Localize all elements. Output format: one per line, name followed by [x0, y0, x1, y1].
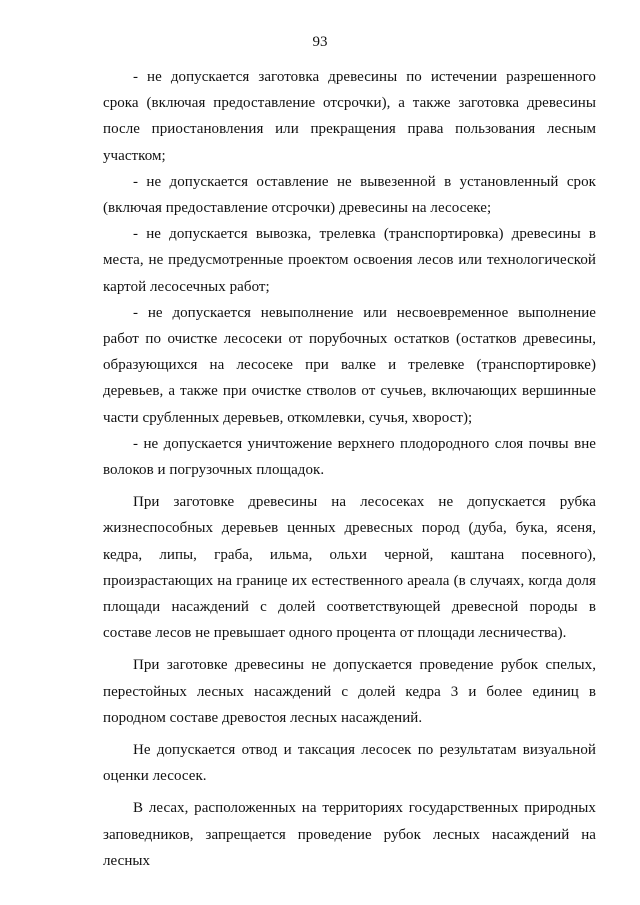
- paragraph-5: - не допускается уничтожение верхнего плодородного слоя почвы вне волоков и погрузочных площадок.: [103, 435, 596, 479]
- paragraph-2: - не допускается оставление не вывезенной в установленный срок (включая предоставление отсрочки) древесины на лесосеке;: [103, 173, 596, 217]
- paragraph-9: В лесах, расположенных на территориях государственных природных заповедников, запрещается проведение рубок лесных насаждений на лесных: [103, 800, 596, 869]
- paragraph-3: - не допускается вывозка, трелевка (транспортировка) древесины в места, не предусмотренные проектом освоения лесов или технологической картой лесосечных работ;: [103, 226, 596, 295]
- paragraph-8: Не допускается отвод и таксация лесосек по результатам визуальной оценки лесосек.: [103, 742, 596, 785]
- body-text: [103, 64, 596, 874]
- paragraph-7: При заготовке древесины не допускается проведение рубок спелых, перестойных лесных насаждений с долей кедра 3 и более единиц в породном составе древостоя лесных насаждений.: [103, 657, 596, 726]
- paragraph-6: При заготовке древесины на лесосеках не допускается рубка жизнеспособных деревьев ценных древесных пород (дуба, бука, ясеня, кедра, липы, граба, ильма, ольхи черной, каштана посевного), произрастающих на границе их естественного ареала (в случаях, когда доля площади насаждений с долей соответствующей древесной породы в составе лесов не превышает одного процента от площади лесничества).: [103, 494, 596, 642]
- page-number: 93: [312, 34, 328, 50]
- paragraph-4: - не допускается невыполнение или несвоевременное выполнение работ по очистке лесосеки от порубочных остатков (остатков древесины, образующихся на лесосеке при валке и трелевке (транспортировке) деревьев, а также при очистке стволов от сучьев, включающих вершинные части срубленных деревьев, откомлевки, сучья, хворост);: [103, 304, 596, 426]
- paragraph-1: - не допускается заготовка древесины по истечении разрешенного срока (включая предоставление отсрочки), а также заготовка древесины после приостановления или прекращения права пользования лесным участком;: [103, 69, 596, 164]
